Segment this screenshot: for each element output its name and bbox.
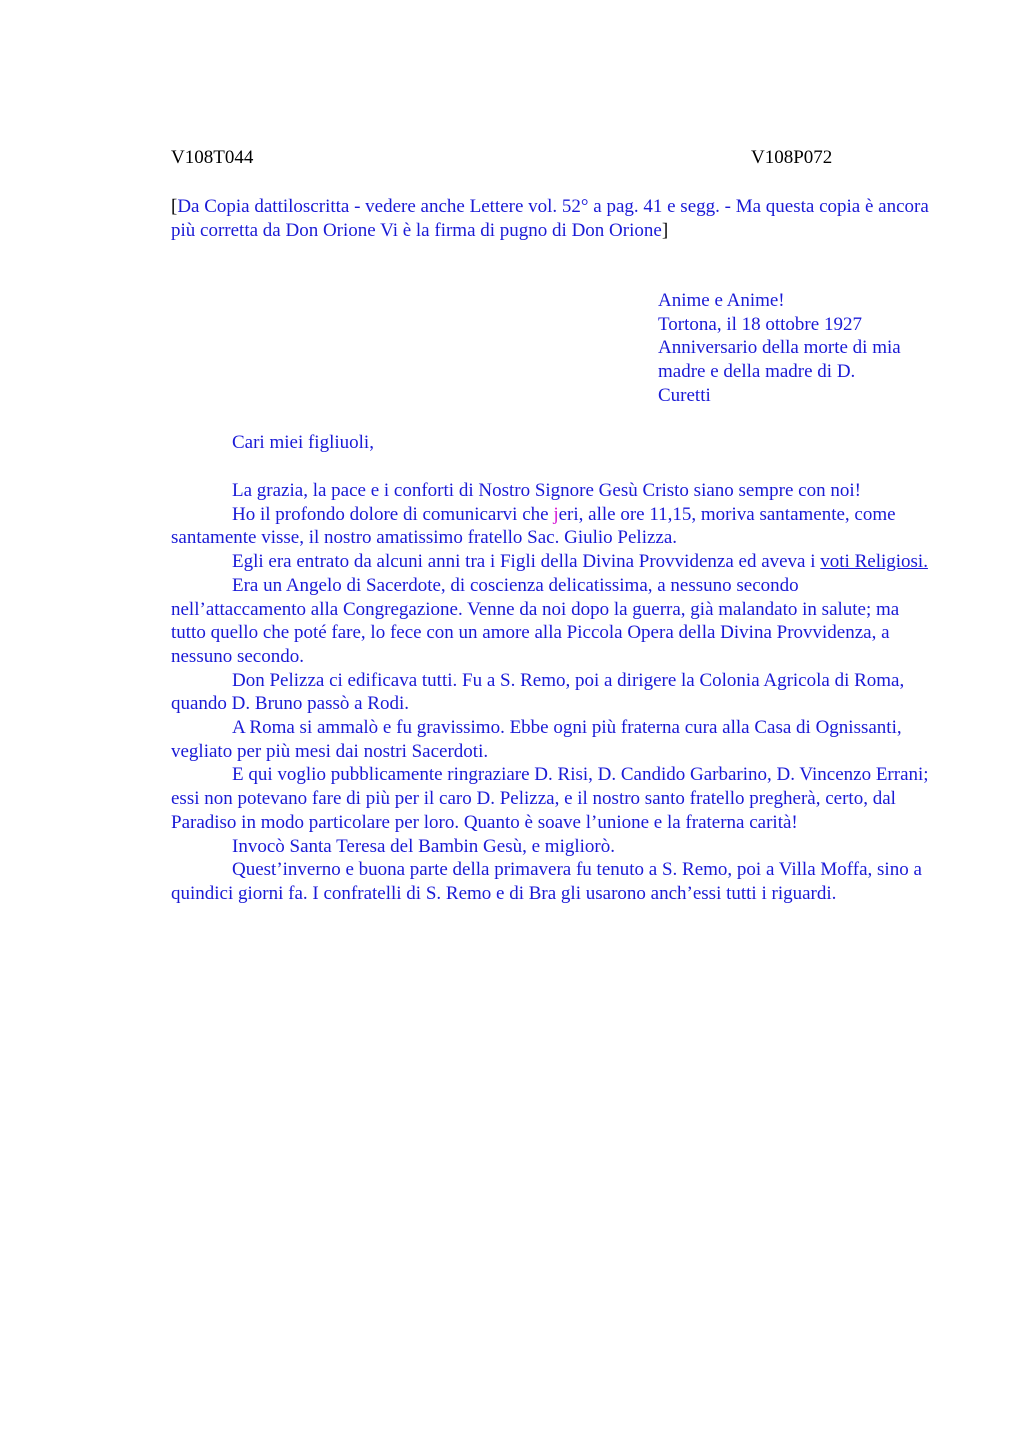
document-code-right: V108P072 xyxy=(751,147,833,168)
header-line: Anime e Anime! xyxy=(658,290,785,311)
paragraph: A Roma si ammalò e fu gravissimo. Ebbe ogni più fraterna cura alla Casa di Ognissanti, vegliato per più mesi dai nostri Sacerdoti. xyxy=(171,717,902,762)
letter-header xyxy=(658,289,933,408)
document-code-left: V108T044 xyxy=(171,147,254,168)
source-note-open-bracket: [ xyxy=(171,196,178,217)
source-note xyxy=(171,195,931,242)
header-line: Anniversario della morte di mia xyxy=(658,337,901,359)
paragraph: Don Pelizza ci edificava tutti. Fu a S. Remo, poi a dirigere la Colonia Agricola di Roma, quando D. Bruno passò a Rodi. xyxy=(171,669,905,715)
letter-body xyxy=(171,479,931,906)
paragraph: Invocò Santa Teresa del Bambin Gesù, e migliorò. xyxy=(232,835,615,857)
header-line: Tortona, il 18 ottobre 1927 xyxy=(658,313,862,335)
paragraph-text: eri, alle ore 11,15, moriva santamente, come santamente visse, il nostro amatissimo fratello Sac. Giulio Pelizza. xyxy=(171,503,896,549)
paragraph xyxy=(171,503,931,550)
source-note-text: Da Copia dattiloscritta - vedere anche Lettere vol. 52° a pag. 41 e segg. - Ma questa copia è ancora più corretta da Don Orione Vi è la firma di pugno di Don Orione xyxy=(171,196,929,241)
header-line: Curetti xyxy=(658,384,711,406)
header-line: madre e della madre di D. xyxy=(658,361,856,383)
document-page xyxy=(171,0,931,1450)
source-note-close-bracket: ] xyxy=(661,219,669,241)
salutation: Cari miei figliuoli, xyxy=(232,432,374,453)
paragraph-text: Ho il profondo dolore di comunicarvi che xyxy=(232,503,554,525)
highlighted-letter: j xyxy=(553,503,559,525)
paragraph-text: Egli era entrato da alcuni anni tra i Figli della Divina Provvidenza ed aveva i xyxy=(232,551,821,573)
paragraph: Quest’inverno e buona parte della primavera fu tenuto a S. Remo, poi a Villa Moffa, sino a quindici giorni fa. I confratelli di S. Remo e di Bra gli usarono anch’essi tutti i riguardi. xyxy=(171,859,922,904)
paragraph: Era un Angelo di Sacerdote, di coscienza delicatissima, a nessuno secondo nell’attaccamento alla Congregazione. Venne da noi dopo la guerra, già malandato in salute; ma tutto quello che poté fare, lo fece con un amore alla Piccola Opera della Divina Provvidenza, a nessuno secondo. xyxy=(171,574,900,667)
underlined-text: voti Religiosi. xyxy=(820,551,928,573)
paragraph: La grazia, la pace e i conforti di Nostro Signore Gesù Cristo siano sempre con noi! xyxy=(232,480,861,501)
paragraph xyxy=(171,550,931,574)
paragraph: E qui voglio pubblicamente ringraziare D. Risi, D. Candido Garbarino, D. Vincenzo Errani; essi non potevano fare di più per il caro D. Pelizza, e il nostro santo fratello pregherà, certo, dal Paradiso in modo particolare per loro. Quanto è soave l’unione e la fraterna carità! xyxy=(171,764,929,833)
